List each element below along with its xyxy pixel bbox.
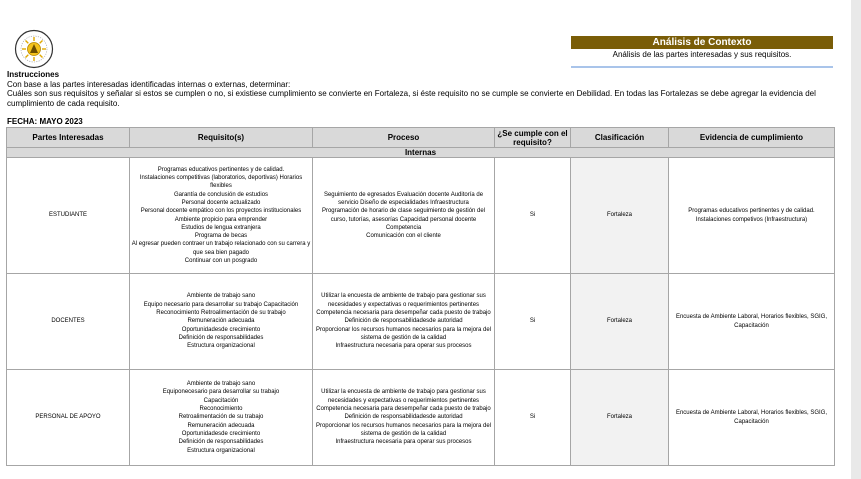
header-clasificacion: Clasificación <box>571 128 669 148</box>
list-line: Programa de becas <box>194 233 248 240</box>
instructions-line-2: Cuáles son sus requisitos y señalar si estos se cumplen o no, si existiese cumplimiento se convierte en Fortaleza, si éste requisito no se cumple se convierte en Debilidad. En todas las Fortalezas se debe agregar la evidencia del cumplimiento de cada requisito. <box>7 89 816 108</box>
list-line: Remuneración adecuada <box>187 422 255 429</box>
instructions-heading: Instrucciones <box>7 70 60 79</box>
list-line: Ambiente de trabajo sano <box>186 293 256 300</box>
list-line: Comunicación con el cliente <box>366 233 441 240</box>
cell-cumple: Si <box>495 370 571 466</box>
list-line: Encuesta de Ambiente Laboral, Horarios flexibles, SGIG, Capacitación <box>675 314 828 329</box>
table-row <box>7 158 835 274</box>
section-internas: Internas <box>7 148 835 158</box>
header-requisitos: Requisito(s) <box>130 128 313 148</box>
list-line: Proporcionar los recursos humanos necesarios para la mejora del sistema de gestión de la calidad <box>315 422 492 437</box>
list-line: Infraestructura necesaria para operar sus procesos <box>335 439 472 446</box>
institution-logo <box>14 29 54 69</box>
cell-cumple: Si <box>495 274 571 370</box>
cell-proceso <box>313 274 495 370</box>
cell-clasificacion: Fortaleza <box>571 274 669 370</box>
list-line: Ambiente propicio para emprender <box>174 216 268 223</box>
list-line: Definición de responsabilidades <box>178 439 264 446</box>
list-line: Instalaciones competitivas (laboratorios, deportivas) Horarios flexibles <box>139 175 303 190</box>
table-row <box>7 370 835 466</box>
list-line: Definición de responsabilidadesde autoridad <box>344 414 463 421</box>
list-line: Garantía de conclusión de estudios <box>173 191 269 198</box>
cell-evidencia <box>669 274 835 370</box>
cell-parte: ESTUDIANTE <box>7 158 130 274</box>
list-line: Reconocimiento Retroalimentación de su trabajo <box>156 310 286 317</box>
list-line: Oportunidadesde crecimiento <box>181 326 261 333</box>
window-edge <box>851 0 861 479</box>
cell-evidencia <box>669 370 835 466</box>
instructions-line-1: Con base a las partes interesadas identificadas internas o externas, determinar: <box>7 79 291 89</box>
list-line: Utilizar la encuesta de ambiente de trabajo para gestionar sus necesidades y expectativas o requerimientos pertinentes <box>321 389 486 404</box>
cell-requisitos <box>130 370 313 466</box>
list-line: Infraestructura necesaria para operar sus procesos <box>335 343 472 350</box>
cell-clasificacion: Fortaleza <box>571 370 669 466</box>
list-line: Remuneración adecuada <box>187 318 255 325</box>
page-subtitle: Análisis de las partes interesadas y sus requisitos. <box>571 50 833 68</box>
cell-cumple: Si <box>495 158 571 274</box>
cell-parte: PERSONAL DE APOYO <box>7 370 130 466</box>
list-line: Oportunidadesde crecimiento <box>181 430 261 437</box>
list-line: Equiponecesario para desarrollar su trabajo <box>162 389 280 396</box>
list-line: Personal docente actualizado <box>181 199 261 206</box>
list-line: Reconocimiento <box>199 406 243 413</box>
list-line: Seguimiento de egresados Evaluación docente Auditoría de servicio Diseño de especialidades Infraestructura <box>323 191 484 206</box>
list-line: Programación de horario de clase seguimiento de gestión del curso, tutorías, asesorías Capacidad personal docente <box>321 208 486 223</box>
header-partes: Partes Interesadas <box>7 128 130 148</box>
list-line: Proporcionar los recursos humanos necesarios para la mejora del sistema de gestión de la calidad <box>315 326 492 341</box>
list-line: Continuar con un posgrado <box>184 257 258 264</box>
cell-proceso <box>313 158 495 274</box>
list-line: Estructura organizacional <box>187 447 255 454</box>
cell-clasificacion: Fortaleza <box>571 158 669 274</box>
list-line: Estructura organizacional <box>187 343 255 350</box>
list-line: Capacitación <box>203 397 239 404</box>
list-line: Ambiente de trabajo sano <box>186 381 256 388</box>
header-proceso: Proceso <box>313 128 495 148</box>
list-line: Competencia necesaria para desempeñar cada puesto de trabajo <box>316 310 491 317</box>
list-line: Estudios de lengua extranjera <box>181 224 261 231</box>
list-line: Programas educativos pertinentes y de calidad. <box>157 166 285 173</box>
fecha-label: FECHA: MAYO 2023 <box>7 117 83 126</box>
header-evidencia: Evidencia de cumplimiento <box>669 128 835 148</box>
list-line: Competencia <box>385 224 422 231</box>
list-line: Encuesta de Ambiente Laboral, Horarios flexibles, SGIG, Capacitación <box>675 410 828 425</box>
list-line: Al egresar pueden contraer un trabajo relacionado con su carrera y que sea bien pagado <box>131 241 311 256</box>
cell-requisitos <box>130 274 313 370</box>
page-title: Análisis de Contexto <box>571 36 833 49</box>
list-line: Definición de responsabilidadesde autoridad <box>344 318 463 325</box>
list-line: Programas educativos pertinentes y de calidad. <box>688 208 815 215</box>
cell-requisitos <box>130 158 313 274</box>
instructions <box>7 70 842 108</box>
cell-parte: DOCENTES <box>7 274 130 370</box>
cell-evidencia <box>669 158 835 274</box>
cell-proceso <box>313 370 495 466</box>
list-line: Utilizar la encuesta de ambiente de trabajo para gestionar sus necesidades y expectativas o requerimientos pertinentes <box>321 293 486 308</box>
header-cumple: ¿Se cumple con el requisito? <box>495 128 571 148</box>
table-row <box>7 274 835 370</box>
list-line: Equipo necesario para desarrollar su trabajo Capacitación <box>143 301 299 308</box>
list-line: Instalaciones competivos (Infraestructura) <box>695 216 808 223</box>
list-line: Competencia necesaria para desempeñar cada puesto de trabajo <box>316 406 491 413</box>
list-line: Definición de responsabilidades <box>178 334 264 341</box>
stakeholders-table <box>6 127 835 466</box>
list-line: Personal docente empático con los proyectos institucionales <box>140 208 302 215</box>
list-line: Retroalimentación de su trabajo <box>178 414 264 421</box>
